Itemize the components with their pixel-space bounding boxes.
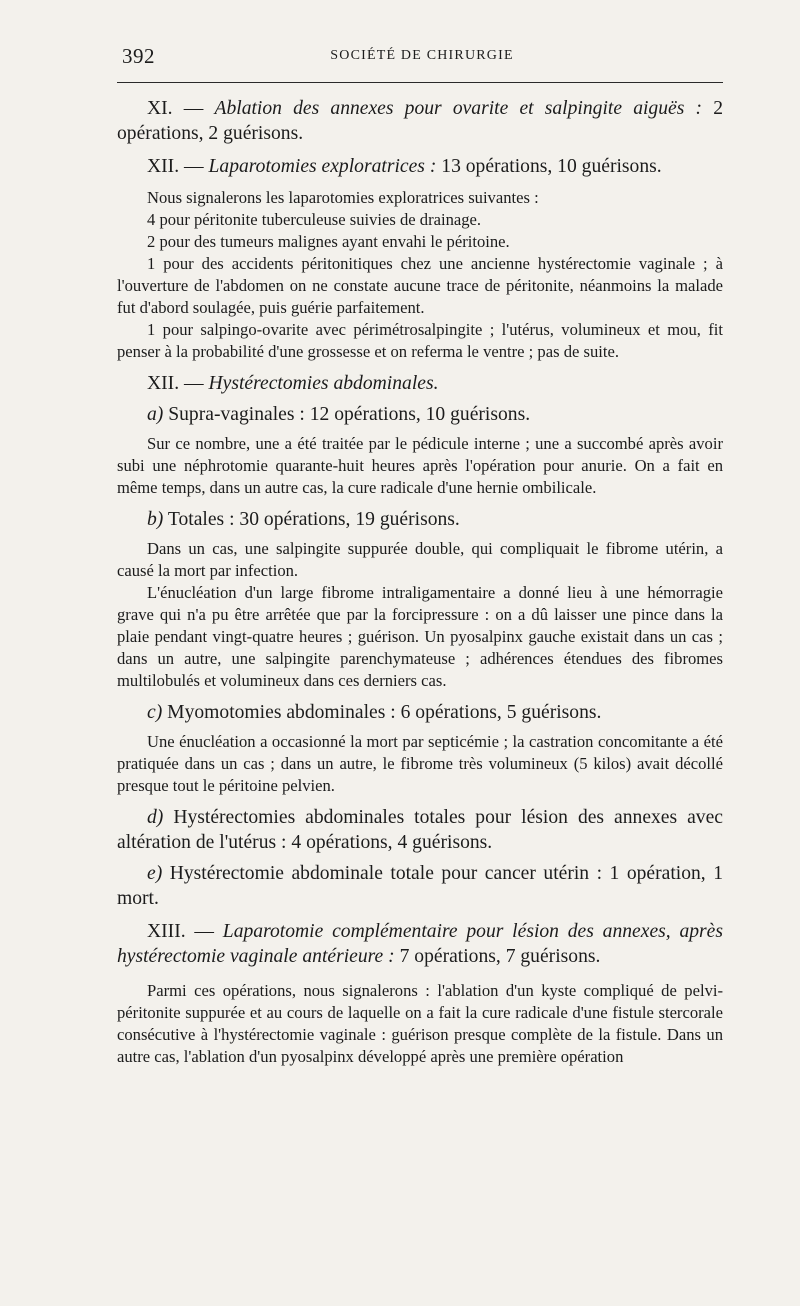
subsection-d-heading xyxy=(117,805,723,855)
paragraph: Nous signalerons les laparotomies exploratrices suivantes : xyxy=(147,188,539,207)
paragraph: Dans un cas, une salpingite suppurée double, qui compliquait le fibrome utérin, a causé la mort par infection. xyxy=(117,539,723,580)
subsection-b-heading xyxy=(117,507,723,532)
section-title: Hystérectomies abdominales. xyxy=(208,373,439,394)
subsection-label: b) xyxy=(147,509,164,530)
paragraph: L'énucléation d'un large fibrome intraligamentaire a donné lieu à une hémorragie grave qui n'a pu être arrêtée que par la forcipressure : on a dû laisser une pince dans la plaie pendant vingt-quatre heures ; guérison. Un pyosalpinx gauche existait dans un cas ; dans un autre, une salpingite parenchymateuse ; adhérences étendues des fibromes multilobulés et volumineux dans ces derniers cas. xyxy=(117,583,723,690)
paragraph: 2 pour des tumeurs malignes ayant envahi le péritoine. xyxy=(147,232,510,251)
section-title: Laparotomies exploratrices : xyxy=(208,156,437,177)
paragraph: 4 pour péritonite tuberculeuse suivies de drainage. xyxy=(147,210,482,229)
section-number: XI. — xyxy=(147,98,204,119)
page-body xyxy=(117,96,723,1068)
subsection-text: Myomotomies abdominales : 6 opérations, 5 guérisons. xyxy=(167,702,602,723)
subsection-a-heading xyxy=(117,402,723,427)
subsection-text: Totales : 30 opérations, 19 guérisons. xyxy=(167,509,460,530)
section-result: 7 opérations, 7 guérisons. xyxy=(399,946,601,967)
section-number: XIII. — xyxy=(147,921,214,942)
subsection-e-heading xyxy=(117,861,723,911)
paragraph: Une énucléation a occasionné la mort par septicémie ; la castration concomitante a été pratiquée dans un cas ; dans un autre, le fibrome très volumineux (5 kilos) avait décollé presque tout le péritoine pelvien. xyxy=(117,732,723,795)
paragraph: Sur ce nombre, une a été traitée par le pédicule interne ; une a succombé après avoir subi une néphrotomie quarante-huit heures après l'opération pour anurie. On a fait en même temps, dans un autre cas, la cure radicale d'une hernie ombilicale. xyxy=(117,434,723,497)
subsection-text: Supra-vaginales : 12 opérations, 10 guérisons. xyxy=(168,404,531,425)
subsection-text: Hystérectomie abdominale totale pour cancer utérin : 1 opération, 1 mort. xyxy=(117,863,723,909)
section-xi-heading xyxy=(117,96,723,146)
section-xii-hysterectomies-heading xyxy=(117,371,723,396)
page-header xyxy=(122,42,722,72)
subsection-label: a) xyxy=(147,404,164,425)
section-result: 13 opérations, 10 guérisons. xyxy=(441,156,662,177)
running-title: SOCIÉTÉ DE CHIRURGIE xyxy=(330,48,514,63)
subsection-label: d) xyxy=(147,807,164,828)
section-number: XII. — xyxy=(147,156,204,177)
paragraph: 1 pour salpingo-ovarite avec périmétrosalpingite ; l'utérus, volumineux et mou, fit penser à la probabilité d'une grossesse et on referma le ventre ; pas de suite. xyxy=(117,320,723,361)
section-xiii-heading xyxy=(117,919,723,969)
section-number: XII. — xyxy=(147,373,204,394)
header-rule xyxy=(117,82,723,83)
subsection-text: Hystérectomies abdominales totales pour lésion des annexes avec altération de l'utérus : 4 opérations, 4 guérisons. xyxy=(117,807,723,853)
subsection-label: e) xyxy=(147,863,163,884)
section-xii-heading xyxy=(117,154,723,179)
section-title: Laparotomie complémentaire pour lésion des annexes, après hystérectomie vaginale antérieure : xyxy=(117,921,723,967)
section-title: Ablation des annexes pour ovarite et salpingite aiguës : xyxy=(214,98,703,119)
page-number: 392 xyxy=(122,44,155,68)
paragraph: Parmi ces opérations, nous signalerons : l'ablation d'un kyste compliqué de pelvi-péritonite suppurée et au cours de laquelle on a fait la cure radicale d'une fistule stercorale consécutive à l'hystérectomie vaginale : guérison presque complète de la fistule. Dans un autre cas, l'ablation d'un pyosalpinx développé après une première opération xyxy=(117,981,723,1066)
section-result: 2 opérations, 2 guérisons. xyxy=(117,98,723,144)
subsection-c-heading xyxy=(117,700,723,725)
paragraph: 1 pour des accidents péritonitiques chez une ancienne hystérectomie vaginale ; à l'ouverture de l'abdomen on ne constate aucune trace de péritonite, néanmoins la malade fut d'abord soulagée, puis guérie parfaitement. xyxy=(117,254,723,317)
subsection-label: c) xyxy=(147,702,163,723)
